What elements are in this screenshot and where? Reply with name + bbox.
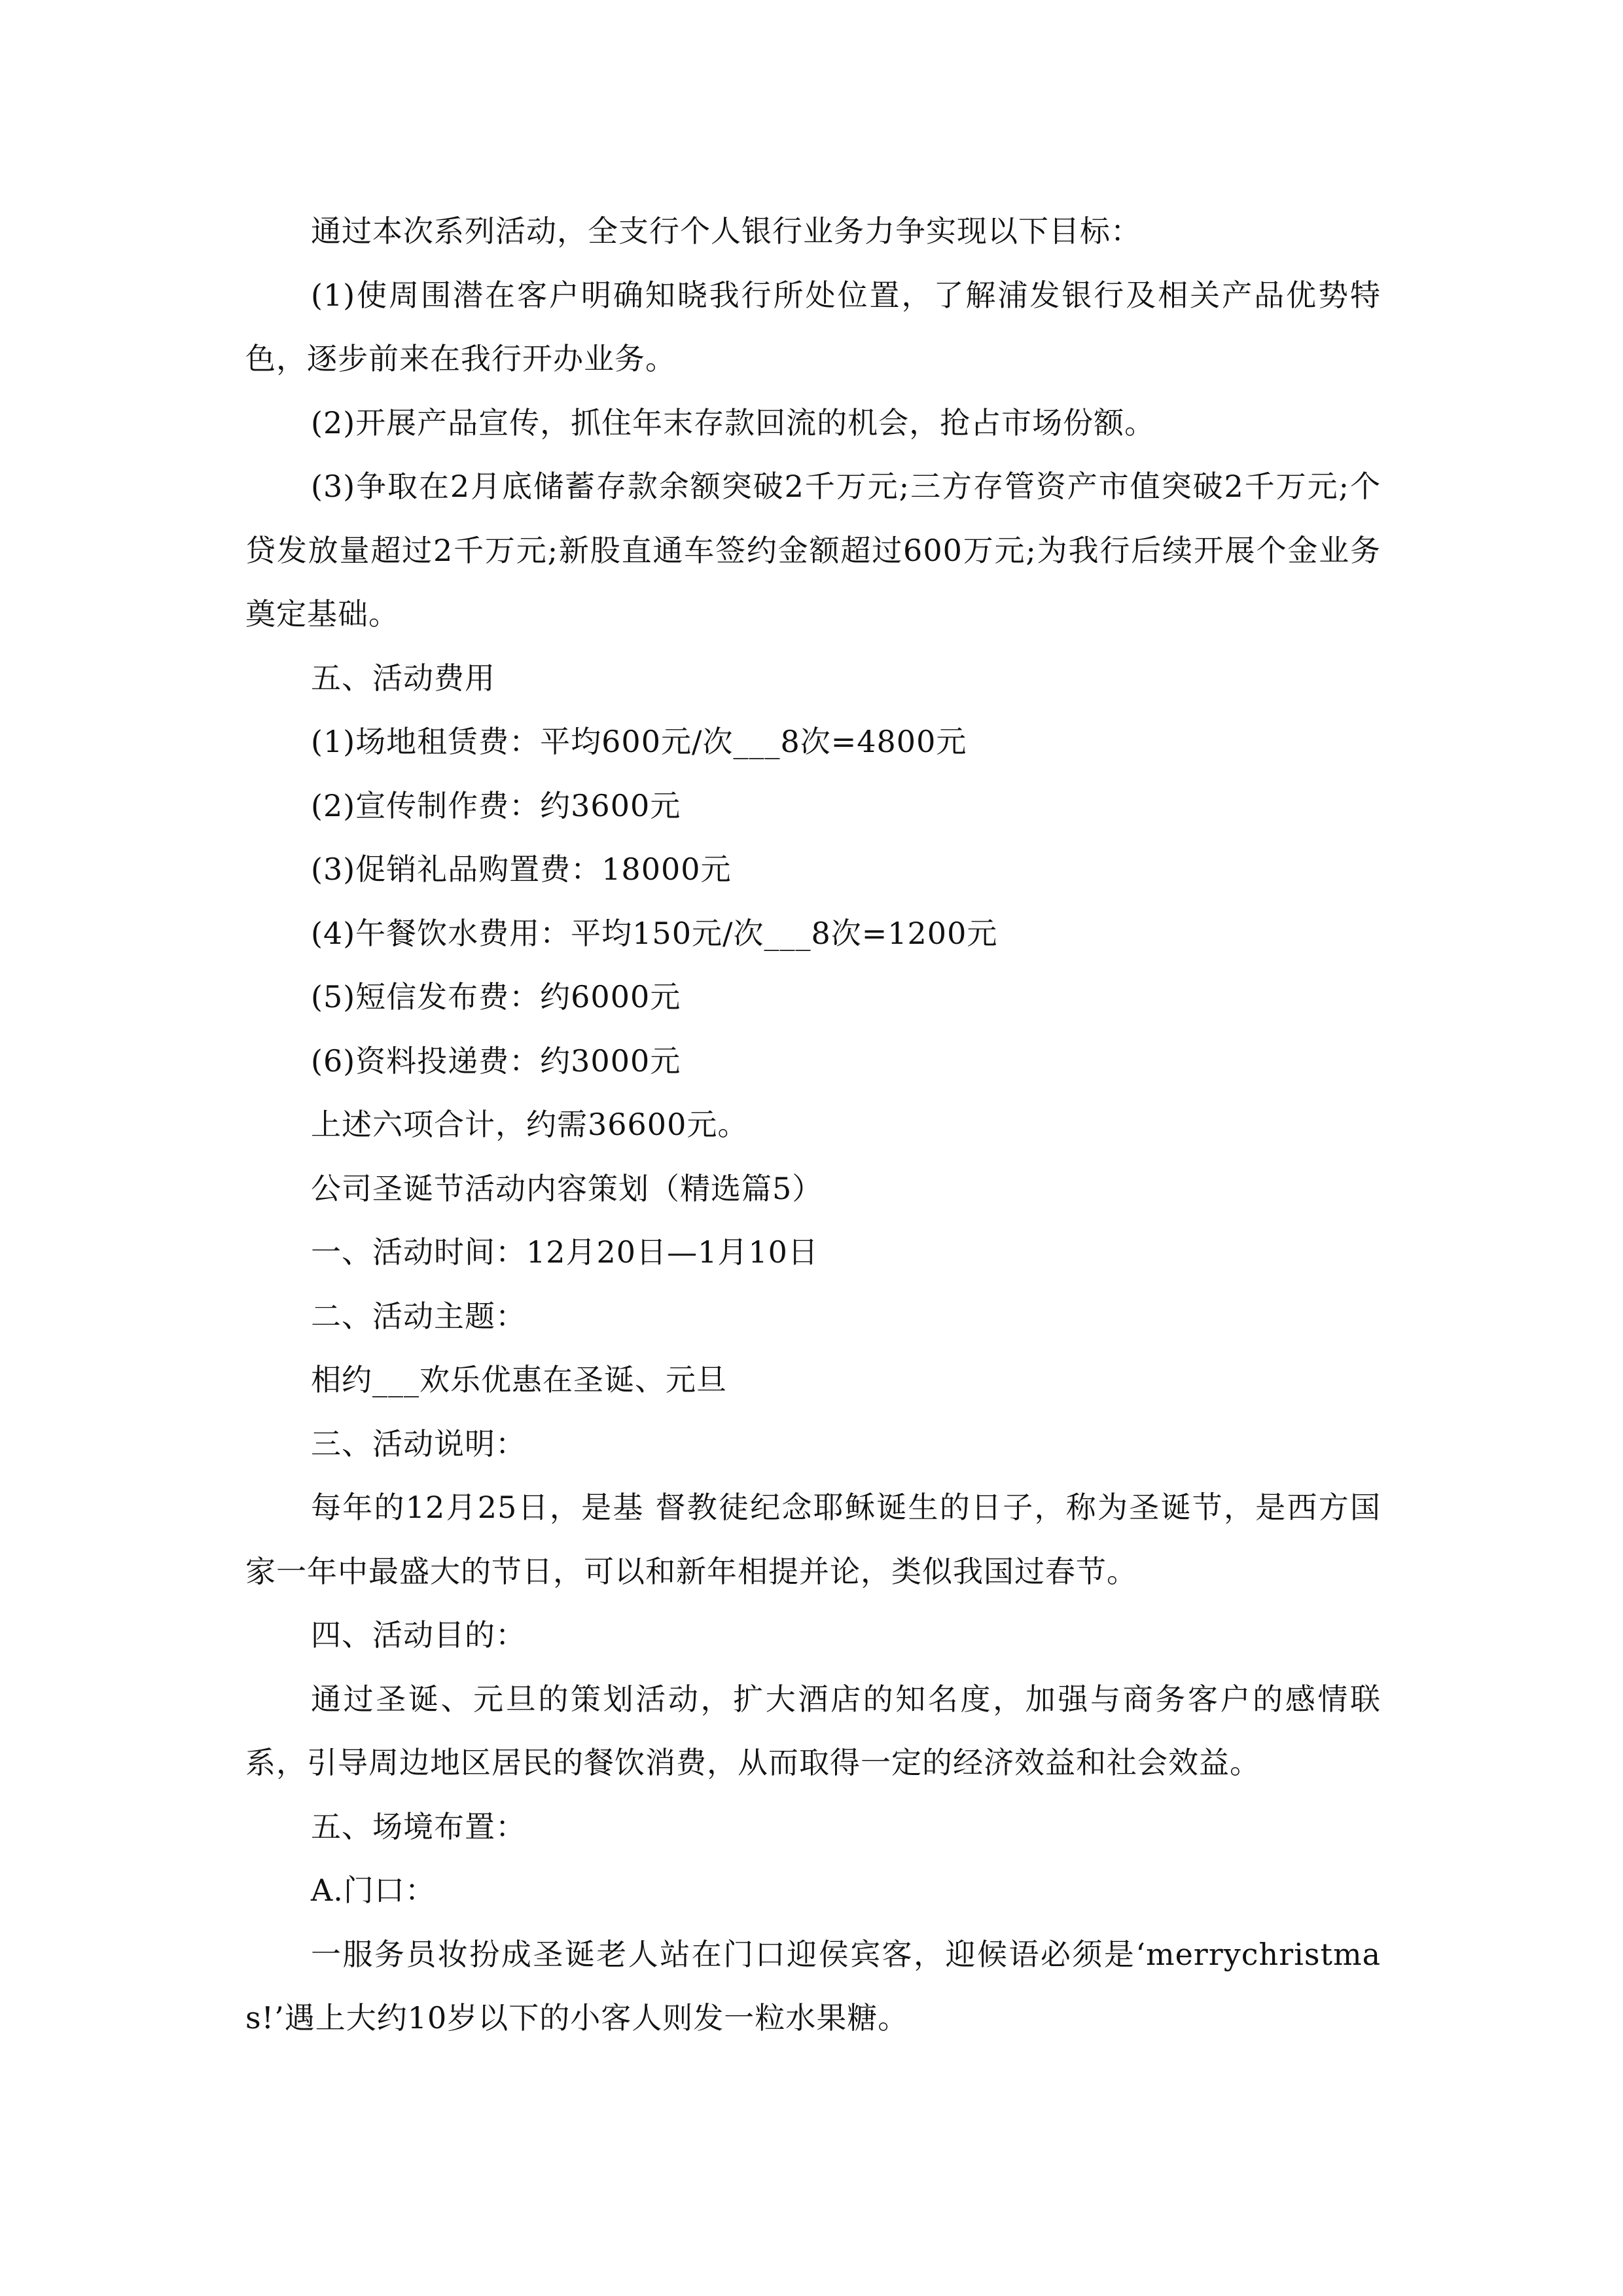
section-title-plan-5: 公司圣诞节活动内容策划（精选篇5） [311,1170,823,1206]
paragraph-cost-6: (6)资料投递费：约3000元 [311,1043,681,1079]
heading-activity-time: 一、活动时间：12月20日—1月10日 [311,1234,819,1270]
paragraph-cost-4: (4)午餐饮水费用：平均150元/次___8次=1200元 [311,915,998,951]
paragraph-goal-2: (2)开展产品宣传，抓住年末存款回流的机会，抢占市场份额。 [311,404,1156,440]
paragraph-cost-1: (1)场地租赁费：平均600元/次___8次=4800元 [311,724,967,759]
paragraph-entrance: 一服务员妆扮成圣诞老人站在门口迎侯宾客，迎候语必须是‘merrychristmas!’遇上大约10岁以下的小客人则发一粒水果糖。 [245,1936,1381,2036]
paragraph-purpose: 通过圣诞、元旦的策划活动，扩大酒店的知名度，加强与商务客户的感情联系，引导周边地区居民的餐饮消费，从而取得一定的经济效益和社会效益。 [245,1681,1381,1780]
heading-activity-purpose: 四、活动目的： [311,1617,526,1653]
heading-activity-costs: 五、活动费用 [311,660,495,696]
paragraph-cost-3: (3)促销礼品购置费：18000元 [311,852,732,887]
heading-activity-theme: 二、活动主题： [311,1298,526,1334]
heading-activity-description: 三、活动说明： [311,1426,526,1462]
heading-scene-setup: 五、场境布置： [311,1808,526,1844]
paragraph-cost-5: (5)短信发布费：约6000元 [311,979,681,1014]
document-body [245,200,1381,2051]
paragraph-goal-3: (3)争取在2月底储蓄存款余额突破2千万元;三方存管资产市值突破2千万元;个贷发放量超过2千万元;新股直通车签约金额超过600万元;为我行后续开展个金业务奠定基础。 [245,469,1381,632]
paragraph-description: 每年的12月25日，是基 督教徒纪念耶稣诞生的日子，称为圣诞节，是西方国家一年中最盛大的节日，可以和新年相提并论，类似我国过春节。 [245,1490,1381,1589]
paragraph-goals-intro: 通过本次系列活动，全支行个人银行业务力争实现以下目标： [311,213,1141,249]
paragraph-cost-2: (2)宣传制作费：约3600元 [311,787,681,823]
heading-entrance: A.门口： [311,1873,436,1908]
paragraph-cost-total: 上述六项合计，约需36600元。 [311,1107,749,1142]
paragraph-goal-1: (1)使周围潜在客户明确知晓我行所处位置，了解浦发银行及相关产品优势特色，逐步前来在我行开办业务。 [245,277,1381,376]
paragraph-theme: 相约___欢乐优惠在圣诞、元旦 [311,1362,727,1397]
